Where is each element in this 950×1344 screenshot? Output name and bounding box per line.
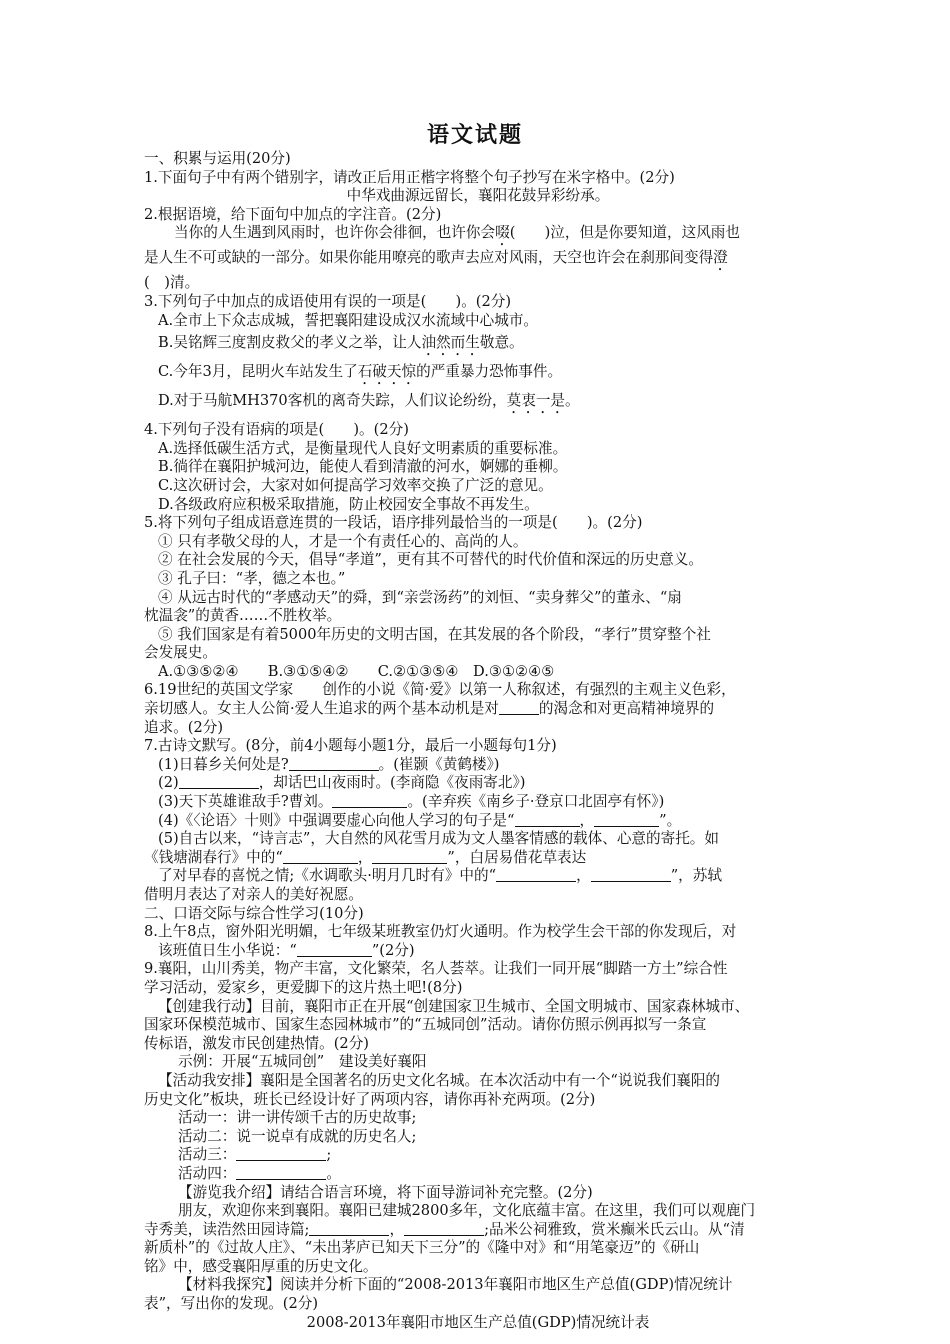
sub-task: 【活动我安排】襄阳是全国著名的历史文化名城。在本次活动中有一个“说说我们襄阳的 (158, 1071, 721, 1089)
page-title: 语文试题 (426, 123, 523, 148)
activity: 活动三： ; (178, 1146, 332, 1164)
guide-text: 新质朴”的《过故人庄》、“未出茅庐已知天下三分”的《隆中对》和“用笔豪迈”的《研山 (144, 1239, 700, 1257)
example: 示例：开展“五城同创” 建设美好襄阳 (178, 1053, 427, 1071)
section-heading: 二、口语交际与综合性学习(10分) (144, 904, 364, 922)
activity: 活动四： 。 (178, 1164, 341, 1182)
option: C.这次研讨会，大家对如何提高学习效率交换了广泛的意见。 (158, 476, 553, 494)
guide-text: 寺秀美，读浩然田园诗篇; ， ;品米公祠雅致，赏米癫米氏云山。从“清 (144, 1220, 745, 1238)
sub-task: 【创建我行动】目前，襄阳市正在开展“创建国家卫生城市、全国文明城市、国家森林城市、 (158, 997, 750, 1015)
question-9: 9.襄阳，山川秀美，物产丰富，文化繁荣，名人荟萃。让我们一同开展“脚踏一方土”综合性 (144, 960, 728, 978)
poem-item: (3)天下英雄谁敌手?曹刘。 。(辛弃疾《南乡子·登京口北固亭有怀》) (158, 793, 665, 811)
option: C.今年3月，昆明火车站发生了石破天惊的严重暴力恐怖事件。 (158, 363, 563, 381)
question-8: 该班值日生小华说：“ ”(2分) (158, 941, 415, 959)
option: A.全市上下众志成城，誓把襄阳建设成汉水流域中心城市。 (158, 311, 539, 329)
sub-task: 【材料我探究】阅读并分析下面的“2008-2013年襄阳市地区生产总值(GDP)情况统计 (178, 1276, 733, 1294)
question-6: 亲切感人。女主人公简·爱人生追求的两个基本动机是对 的渴念和对更高精神境界的 (144, 700, 715, 718)
sentence-item: ② 在社会发展的今天，倡导“孝道”，更有其不可替代的时代价值和深远的历史意义。 (158, 551, 703, 569)
question-9: 学习活动，爱家乡，更爱脚下的这片热土吧!(8分) (144, 978, 463, 996)
poem-item: 了对早春的喜悦之情;《水调歌头·明月几时有》中的“ ， ”，苏轼 (158, 867, 722, 885)
option: B.徜徉在襄阳护城河边，能使人看到清澈的河水，婀娜的垂柳。 (158, 458, 568, 476)
exam-content (144, 150, 812, 1332)
section-heading: 一、积累与运用(20分) (144, 150, 291, 167)
poem-item: 《钱塘湖春行》中的“ ， ”，白居易借花草表达 (144, 848, 587, 866)
sub-task: 【游览我介绍】请结合语言环境，将下面导游词补充完整。(2分) (178, 1183, 593, 1201)
poem-item: 借明月表达了对亲人的美好祝愿。 (144, 886, 363, 903)
question-2-passage: 当你的人生遇到风雨时，也许你会徘徊，也许你会啜( )泣，但是你要知道，这风雨也 (174, 224, 740, 242)
table-caption: 2008-2013年襄阳市地区生产总值(GDP)情况统计表 (306, 1313, 650, 1331)
sentence-item: ① 只有孝敬父母的人，才是一个有责任心的、高尚的人。 (158, 532, 528, 550)
question-3: 3.下列句子中加点的成语使用有误的一项是( )。(2分) (144, 292, 512, 310)
option: B.吴铭辉三度割皮救父的孝义之举，让人油然而生敬意。 (158, 334, 524, 352)
sentence-item: ⑤ 我们国家是有着5000年历史的文明古国，在其发展的各个阶段，“孝行”贯穿整个社 (158, 625, 711, 643)
poem-item: (2) ，却话巴山夜雨时。(李商隐《夜雨寄北》) (158, 774, 526, 792)
question-2-passage: 是人生不可或缺的一部分。如果你能用嘹亮的歌声去应对风雨，天空也许会在刹那间变得澄 (144, 249, 728, 267)
options-row: A.①③⑤②④ B.③①⑤④② C.②①③⑤④ D.③①②④⑤ (158, 662, 555, 680)
question-6: 追求。(2分) (144, 718, 224, 736)
question-2: 2.根据语境，给下面句中加点的字注音。(2分) (144, 205, 442, 223)
question-5: 5.将下列句子组成语意连贯的一段话，语序排列最恰当的一项是( )。(2分) (144, 514, 643, 532)
activity: 活动一：讲一讲传颂千古的历史故事; (178, 1109, 417, 1127)
sentence-item: 会发展史。 (144, 644, 217, 662)
sentence-item: ③ 孔子曰：“孝，德之本也。” (158, 569, 346, 587)
question-7: 7.古诗文默写。(8分，前4小题每小题1分，最后一小题每句1分) (144, 737, 557, 755)
option: A.选择低碳生活方式，是衡量现代人良好文明素质的重要标准。 (158, 439, 568, 457)
question-1: 1.下面句子中有两个错别字，请改正后用正楷字将整个句子抄写在米字格中。(2分) (144, 168, 675, 186)
question-2-passage: ( )清。 (144, 274, 200, 292)
sub-task: 历史文化”板块，班长已经设计好了两项内容，请你再补充两项。(2分) (144, 1090, 596, 1108)
poem-item: (5)自古以来，“诗言志”，大自然的风花雪月成为文人墨客情感的载体、心意的寄托。如 (158, 830, 719, 848)
question-1-sentence: 中华戏曲源远留长，襄阳花鼓异彩纷承。 (346, 187, 610, 205)
sub-task: 传标语，激发市民创建热情。(2分) (144, 1034, 369, 1052)
option: D.各级政府应积极采取措施，防止校园安全事故不再发生。 (158, 495, 539, 513)
question-6: 6.19世纪的英国文学家 创作的小说《简·爱》以第一人称叙述，有强烈的主观主义色彩， (144, 681, 736, 699)
sub-task: 表”，写出你的发现。(2分) (144, 1295, 319, 1313)
activity: 活动二：说一说卓有成就的历史名人; (178, 1127, 417, 1145)
guide-text: 铭》中，感受襄阳厚重的历史文化。 (144, 1257, 378, 1275)
question-4: 4.下列句子没有语病的项是( )。(2分) (144, 421, 409, 439)
poem-item: (1)日暮乡关何处是? 。(崔颢《黄鹤楼》) (158, 755, 500, 773)
sentence-item: ④ 从远古时代的“孝感动天”的舜，到“亲尝汤药”的刘恒、“卖身葬父”的董永、“扇 (158, 588, 682, 606)
option: D.对于马航MH370客机的离奇失踪，人们议论纷纷，莫衷一是。 (158, 392, 580, 410)
guide-text: 朋友，欢迎你来到襄阳。襄阳已建城2800多年，文化底蕴丰富。在这里，我们可以观鹿门 (178, 1202, 756, 1220)
poem-item: (4)《〈论语〉十则》中强调要虚心向他人学习的句子是“ ， ”。 (158, 811, 682, 829)
question-8: 8.上午8点，窗外阳光明媚，七年级某班教室仍灯火通明。作为校学生会干部的你发现后，对 (144, 923, 737, 941)
sub-task: 国家环保模范城市、国家生态园林城市”的“五城同创”活动。请你仿照示例再拟写一条宣 (144, 1016, 707, 1034)
sentence-item: 枕温衾”的黄香……不胜枚举。 (144, 607, 342, 625)
